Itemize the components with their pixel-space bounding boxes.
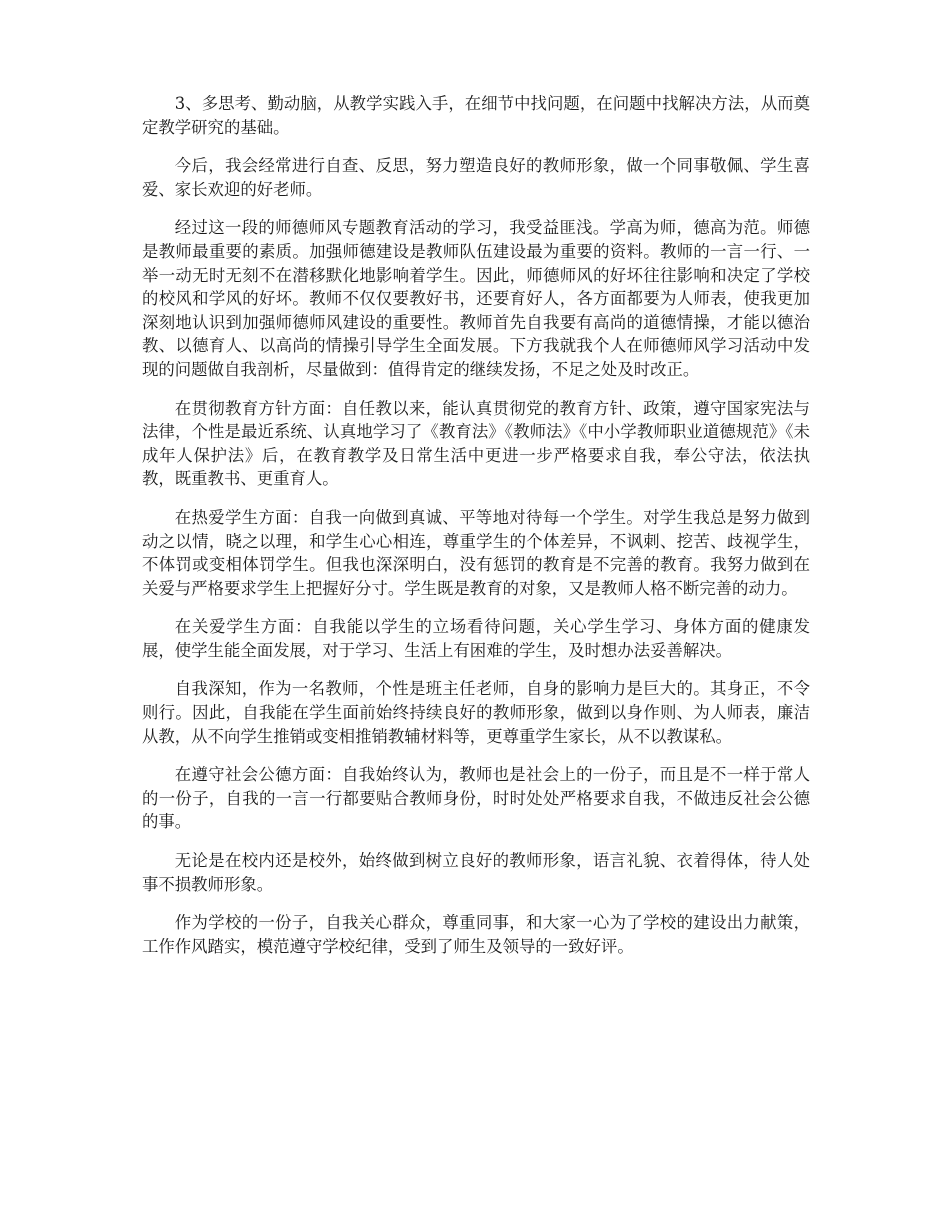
paragraph-4: 在贯彻教育方针方面：自任教以来，能认真贯彻党的教育方针、政策，遵守国家宪法与法律，个性是最近系统、认真地学习了《教育法》《教师法》《中小学教师职业道德规范》《未成年人保护法》后，在教育教学及日常生活中更进一步严格要求自我，奉公守法，依法执教，既重教书、更重育人。 [142,398,810,489]
paragraph-6: 在关爱学生方面：自我能以学生的立场看待问题，关心学生学习、身体方面的健康发展，使学生能全面发展，对于学习、生活上有困难的学生，及时想办法妥善解决。 [142,617,810,660]
paragraph-5: 在热爱学生方面：自我一向做到真诚、平等地对待每一个学生。对学生我总是努力做到动之以情，晓之以理，和学生心心相连，尊重学生的个体差异，不讽刺、挖苦、歧视学生，不体罚或变相体罚学生。但我也深深明白，没有惩罚的教育是不完善的教育。我努力做到在关爱与严格要求学生上把握好分寸。学生既是教育的对象，又是教师人格不断完善的动力。 [142,507,810,598]
paragraph-9: 无论是在校内还是校外，始终做到树立良好的教师形象，语言礼貌、衣着得体，待人处事不损教师形象。 [142,851,810,894]
paragraph-3: 经过这一段的师德师风专题教育活动的学习，我受益匪浅。学高为师，德高为范。师德是教师最重要的素质。加强师德建设是教师队伍建设最为重要的资料。教师的一言一行、一举一动无时无刻不在潜移默化地影响着学生。因此，师德师风的好坏往往影响和决定了学校的校风和学风的好坏。教师不仅仅要教好书，还要育好人，各方面都要为人师表，使我更加深刻地认识到加强师德师风建设的重要性。教师首先自我要有高尚的道德情操，才能以德治教、以德育人、以高尚的情操引导学生全面发展。下方我就我个人在师德师风学习活动中发现的问题做自我剖析，尽量做到：值得肯定的继续发扬，不足之处及时改正。 [142,218,810,379]
paragraph-2: 今后，我会经常进行自查、反思，努力塑造良好的教师形象，做一个同事敬佩、学生喜爱、家长欢迎的好老师。 [142,156,810,199]
paragraph-7: 自我深知，作为一名教师，个性是班主任老师，自身的影响力是巨大的。其身正，不令则行。因此，自我能在学生面前始终持续良好的教师形象，做到以身作则、为人师表，廉洁从教，从不向学生推销或变相推销教辅材料等，更尊重学生家长，从不以教谋私。 [142,679,810,746]
paragraph-1: 3、多思考、勤动脑，从教学实践入手，在细节中找问题，在问题中找解决方法，从而奠定教学研究的基础。 [142,94,810,137]
paragraph-8: 在遵守社会公德方面：自我始终认为，教师也是社会上的一份子，而且是不一样于常人的一份子，自我的一言一行都要贴合教师身份，时时处处严格要求自我，不做违反社会公德的事。 [142,765,810,832]
document-body [142,92,810,973]
paragraph-10: 作为学校的一份子，自我关心群众，尊重同事，和大家一心为了学校的建设出力献策，工作作风踏实，模范遵守学校纪律，受到了师生及领导的一致好评。 [142,913,810,956]
